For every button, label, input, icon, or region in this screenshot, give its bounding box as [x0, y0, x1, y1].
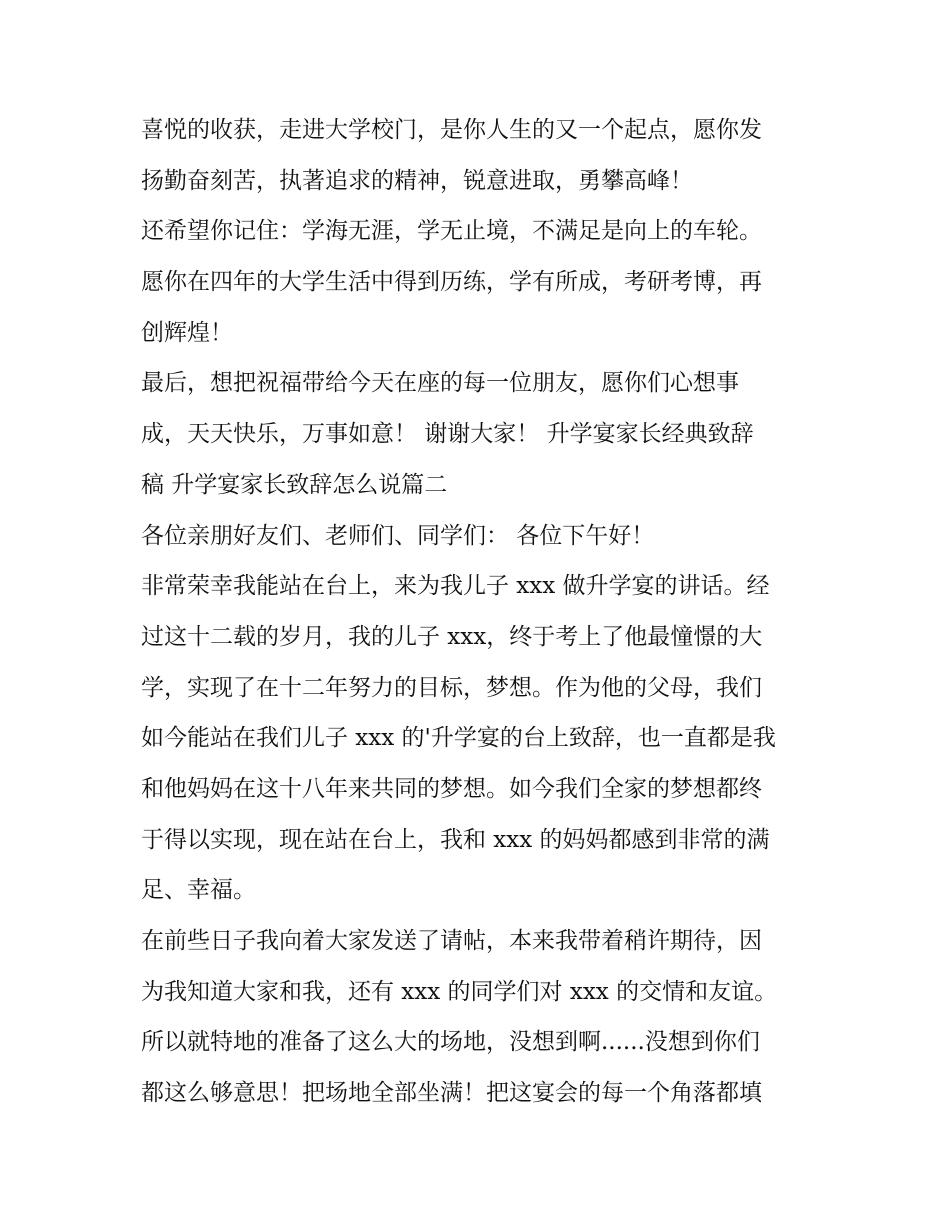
text-line: 稿 升学宴家长致辞怎么说篇二 — [141, 471, 448, 498]
text-line: 喜悦的收获，走进大学校门，是你人生的又一个起点，愿你发 — [141, 117, 762, 143]
text-line: 最后，想把祝福带给今天在座的每一位朋友，愿你们心想事 — [141, 370, 739, 397]
text-line: 创辉煌！ — [141, 319, 233, 346]
text-line: 学，实现了在十二年努力的目标，梦想。作为他的父母，我们 — [141, 674, 762, 701]
text-line: 于得以实现，现在站在台上，我和 xxx 的妈妈都感到非常的满 — [141, 826, 770, 853]
text-line: 足、幸福。 — [141, 877, 256, 904]
text-line: 非常荣幸我能站在台上，来为我儿子 xxx 做升学宴的讲话。经 — [141, 573, 770, 600]
text-line: 在前些日子我向着大家发送了请帖，本来我带着稍许期待，因 — [141, 928, 762, 954]
text-line: 各位亲朋好友们、老师们、同学们： 各位下午好！ — [141, 522, 655, 549]
text-line: 都这么够意思！把场地全部坐满！把这宴会的每一个角落都填 — [141, 1080, 762, 1107]
text-line: 过这十二载的岁月，我的儿子 xxx，终于考上了他最憧憬的大 — [141, 623, 763, 650]
text-line: 愿你在四年的大学生活中得到历练，学有所成，考研考博，再 — [141, 269, 762, 296]
document-body-text — [141, 105, 821, 1119]
text-line: 还希望你记住：学海无涯，学无止境，不满足是向上的车轮。 — [141, 218, 762, 245]
text-line: 所以就特地的准备了这么大的场地，没想到啊......没想到你们 — [141, 1029, 760, 1056]
text-line: 成，天天快乐，万事如意！ 谢谢大家！ 升学宴家长经典致辞 — [141, 421, 754, 448]
text-line: 如今能站在我们儿子 xxx 的'升学宴的台上致辞，也一直都是我 — [141, 725, 776, 752]
text-line: 为我知道大家和我，还有 xxx 的同学们对 xxx 的交情和友谊。 — [141, 978, 778, 1005]
text-line: 扬勤奋刻苦，执著追求的精神，锐意进取，勇攀高峰！ — [141, 167, 693, 194]
text-line: 和他妈妈在这十八年来共同的梦想。如今我们全家的梦想都终 — [141, 775, 762, 802]
